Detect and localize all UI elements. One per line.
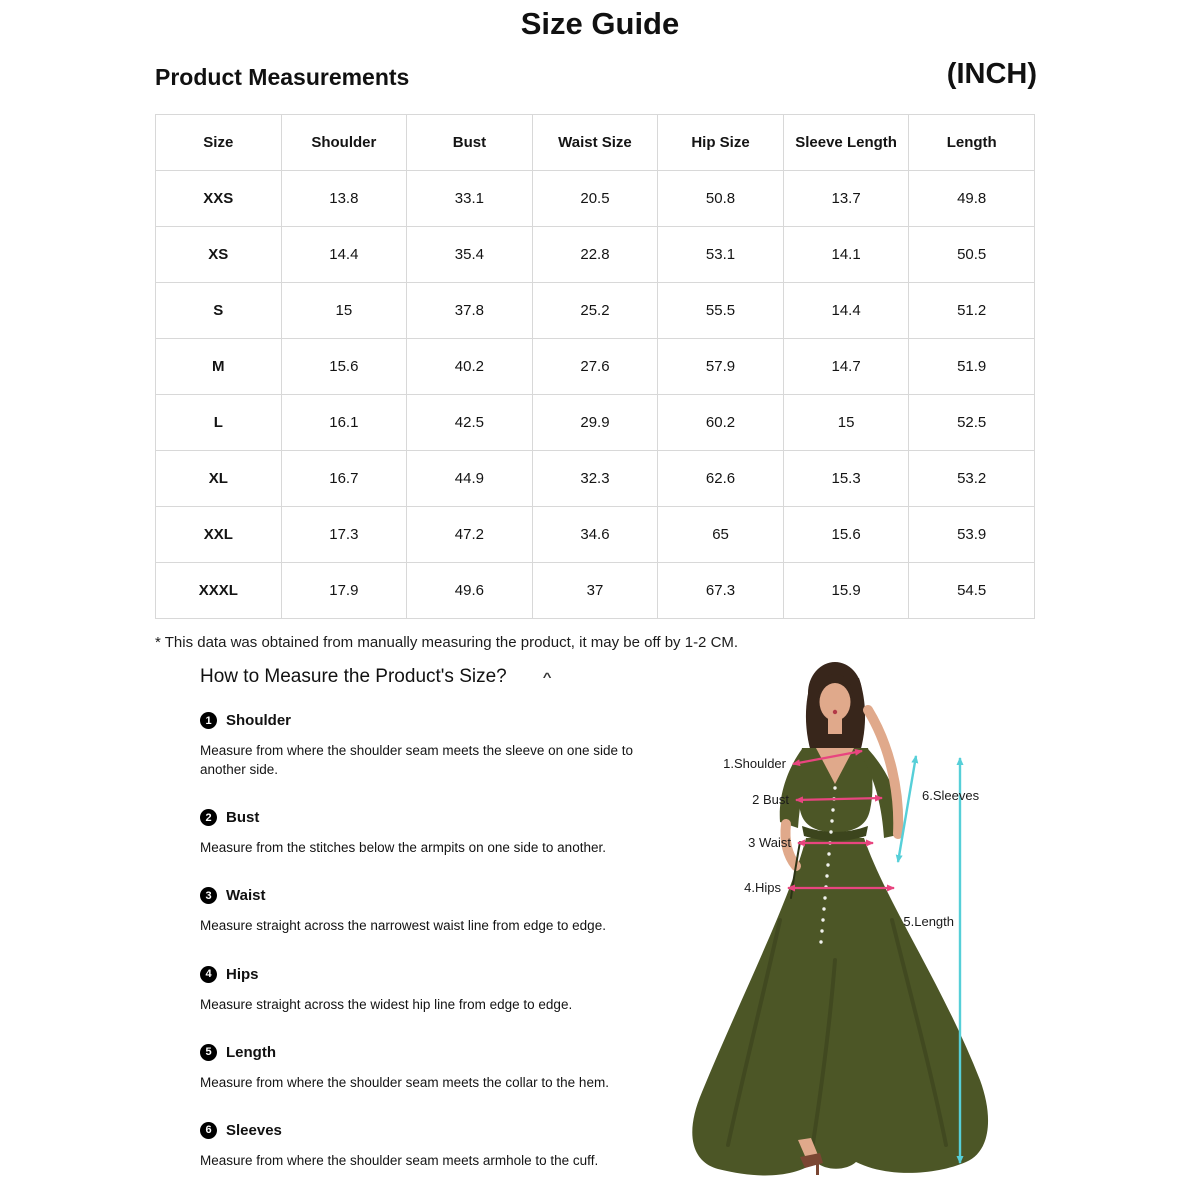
shoulder-diagram-label: 1.Shoulder — [723, 756, 786, 771]
measurement-diagram — [630, 650, 1050, 1200]
measurement-cell: 34.6 — [532, 507, 658, 563]
table-row — [156, 451, 1035, 507]
measurement-cell: 37.8 — [407, 283, 533, 339]
measurement-cell: 17.3 — [281, 507, 407, 563]
measurement-cell: 14.1 — [783, 227, 909, 283]
instruction-sleeves — [200, 1122, 658, 1170]
instruction-label: Bust — [226, 809, 260, 827]
instruction-desc: Measure straight across the narrowest waist line from edge to edge. — [200, 918, 606, 934]
table-header-cell: Length — [909, 115, 1035, 171]
measurement-cell: 33.1 — [407, 171, 533, 227]
measurement-cell: 51.2 — [909, 283, 1035, 339]
number-badge: 5 — [200, 1044, 217, 1061]
table-header-cell: Sleeve Length — [783, 115, 909, 171]
measurement-cell: 65 — [658, 507, 784, 563]
measurement-cell: 55.5 — [658, 283, 784, 339]
table-header-cell: Waist Size — [532, 115, 658, 171]
measurement-cell: 53.9 — [909, 507, 1035, 563]
measurement-cell: 54.5 — [909, 563, 1035, 619]
measurement-cell: 27.6 — [532, 339, 658, 395]
dress-figure — [630, 650, 1050, 1200]
table-row — [156, 395, 1035, 451]
size-cell: XS — [156, 227, 282, 283]
section-title: Product Measurements — [155, 64, 410, 90]
instruction-bust — [200, 809, 658, 857]
hips-diagram-label: 4.Hips — [744, 880, 781, 895]
measurement-cell: 20.5 — [532, 171, 658, 227]
number-badge: 3 — [200, 887, 217, 904]
measurement-disclaimer: * This data was obtained from manually measuring the product, it may be off by 1-2 CM. — [155, 634, 739, 651]
table-row — [156, 563, 1035, 619]
size-table — [155, 114, 1035, 619]
model-face — [820, 683, 851, 721]
measurement-cell: 22.8 — [532, 227, 658, 283]
measurement-cell: 47.2 — [407, 507, 533, 563]
table-header-row — [156, 115, 1035, 171]
instruction-label: Length — [226, 1043, 276, 1061]
measurement-cell: 15 — [783, 395, 909, 451]
measurement-cell: 32.3 — [532, 451, 658, 507]
measurement-cell: 57.9 — [658, 339, 784, 395]
instruction-desc: Measure from the stitches below the armpits on one side to another. — [200, 840, 606, 856]
table-row — [156, 227, 1035, 283]
shoe-heel — [816, 1163, 819, 1175]
instruction-label: Shoulder — [226, 712, 292, 729]
number-badge: 6 — [200, 1122, 217, 1139]
measurement-cell: 25.2 — [532, 283, 658, 339]
measurement-cell: 40.2 — [407, 339, 533, 395]
size-cell: S — [156, 283, 282, 339]
measurement-cell: 42.5 — [407, 395, 533, 451]
measurement-cell: 62.6 — [658, 451, 784, 507]
table-body — [156, 171, 1035, 619]
measurement-cell: 14.7 — [783, 339, 909, 395]
measurement-cell: 37 — [532, 563, 658, 619]
waist-diagram-label: 3 Waist — [748, 835, 791, 850]
measurement-cell: 44.9 — [407, 451, 533, 507]
sleeves-diagram-label: 6.Sleeves — [922, 788, 980, 803]
measurement-cell: 14.4 — [281, 227, 407, 283]
size-cell: XXS — [156, 171, 282, 227]
measurement-cell: 17.9 — [281, 563, 407, 619]
model-neck — [828, 718, 842, 734]
instruction-label: Waist — [226, 887, 266, 905]
table-row — [156, 339, 1035, 395]
measurement-cell: 49.6 — [407, 563, 533, 619]
instruction-waist — [200, 887, 658, 935]
instruction-shoulder — [200, 712, 658, 779]
size-cell: L — [156, 395, 282, 451]
size-cell: XL — [156, 451, 282, 507]
measurement-cell: 15 — [281, 283, 407, 339]
measurement-cell: 60.2 — [658, 395, 784, 451]
size-cell: M — [156, 339, 282, 395]
page-title: Size Guide — [520, 6, 680, 41]
measurement-cell: 16.1 — [281, 395, 407, 451]
size-cell: XXXL — [156, 563, 282, 619]
measurement-cell: 29.9 — [532, 395, 658, 451]
how-to-measure-header[interactable] — [200, 666, 551, 688]
number-badge: 2 — [200, 809, 217, 826]
measurement-cell: 67.3 — [658, 563, 784, 619]
instruction-list — [200, 712, 658, 1200]
instruction-desc: Measure from where the shoulder seam meets the sleeve on one side to another side. — [200, 743, 633, 778]
unit-label: (INCH) — [946, 58, 1037, 90]
size-cell: XXL — [156, 507, 282, 563]
measurement-cell: 15.6 — [281, 339, 407, 395]
measurement-cell: 14.4 — [783, 283, 909, 339]
table-header-cell: Shoulder — [281, 115, 407, 171]
table-header-cell: Bust — [407, 115, 533, 171]
measurement-cell: 49.8 — [909, 171, 1035, 227]
how-to-measure-title: How to Measure the Product's Size? — [200, 666, 507, 687]
measurement-cell: 13.7 — [783, 171, 909, 227]
measurement-cell: 53.2 — [909, 451, 1035, 507]
instruction-length — [200, 1044, 658, 1092]
table-header-cell: Size — [156, 115, 282, 171]
table-row — [156, 283, 1035, 339]
instruction-label: Hips — [226, 965, 259, 983]
number-badge: 4 — [200, 966, 217, 983]
table-row — [156, 171, 1035, 227]
measurement-cell: 53.1 — [658, 227, 784, 283]
instruction-desc: Measure from where the shoulder seam meets armhole to the cuff. — [200, 1152, 599, 1168]
measurement-cell: 50.8 — [658, 171, 784, 227]
measurement-cell: 15.9 — [783, 563, 909, 619]
number-badge: 1 — [200, 712, 217, 729]
measurement-cell: 35.4 — [407, 227, 533, 283]
instruction-desc: Measure from where the shoulder seam meets the collar to the hem. — [200, 1074, 609, 1090]
table-header-cell: Hip Size — [658, 115, 784, 171]
collapse-caret-icon[interactable]: ^ — [542, 670, 552, 684]
measurement-cell: 50.5 — [909, 227, 1035, 283]
instruction-label: Sleeves — [226, 1121, 282, 1139]
length-diagram-label: 5.Length — [903, 914, 954, 929]
measurement-cell: 51.9 — [909, 339, 1035, 395]
measurement-cell: 52.5 — [909, 395, 1035, 451]
measurement-cell: 13.8 — [281, 171, 407, 227]
bust-diagram-label: 2 Bust — [752, 792, 789, 807]
measurement-cell: 15.3 — [783, 451, 909, 507]
table-row — [156, 507, 1035, 563]
measurement-cell: 16.7 — [281, 451, 407, 507]
instruction-desc: Measure straight across the widest hip line from edge to edge. — [200, 996, 573, 1012]
measurement-cell: 15.6 — [783, 507, 909, 563]
model-lips — [833, 710, 837, 714]
instruction-hips — [200, 966, 658, 1014]
